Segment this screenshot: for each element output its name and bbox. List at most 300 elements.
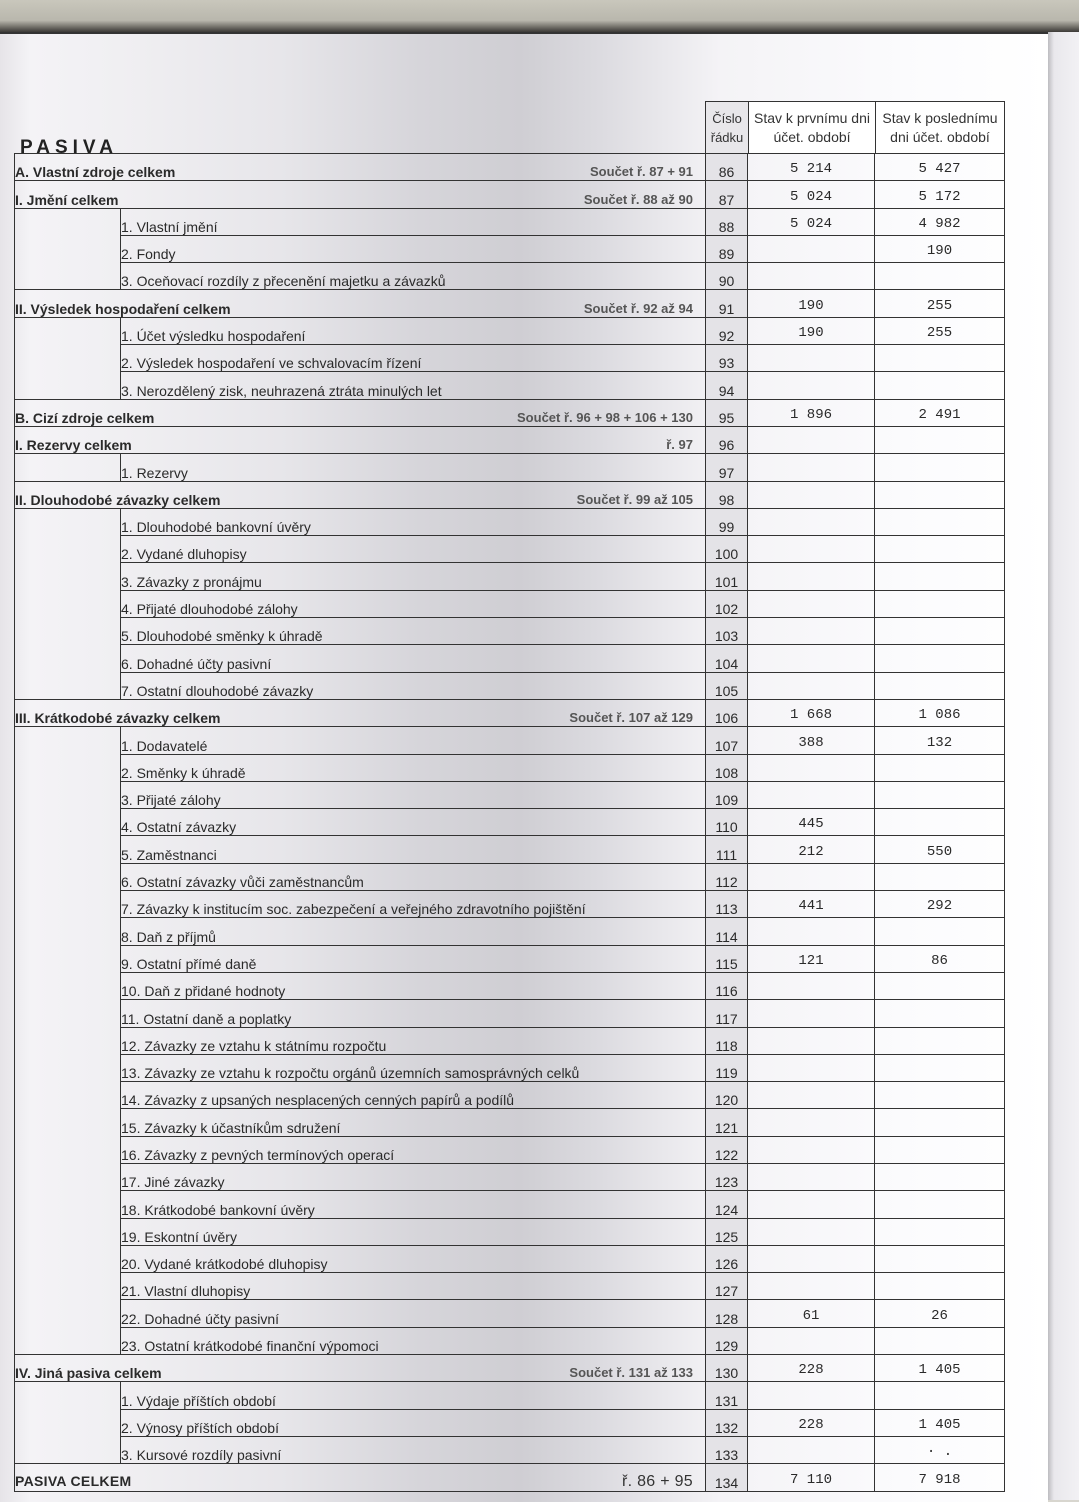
row-label-text: 7. Ostatní dlouhodobé závazky xyxy=(121,682,314,699)
row-number: 91 xyxy=(706,290,748,317)
row-label-text: I. Jmění celkem xyxy=(15,191,119,208)
row-label-text: 3. Závazky z pronájmu xyxy=(121,573,262,590)
row-label xyxy=(121,1191,706,1218)
value-last-day: 292 xyxy=(875,891,1005,918)
value-last-day xyxy=(875,1109,1005,1136)
row-label xyxy=(121,1382,706,1409)
row-number: 92 xyxy=(706,317,748,344)
row-number: 90 xyxy=(706,263,748,290)
row-number: 126 xyxy=(706,1245,748,1272)
value-first-day xyxy=(748,645,875,672)
table-row xyxy=(15,836,1005,863)
row-label-text: I. Rezervy celkem xyxy=(15,437,132,454)
table-row xyxy=(15,1300,1005,1327)
column-header-row-number: Číslo řádku xyxy=(705,101,749,154)
row-number: 107 xyxy=(706,727,748,754)
row-number: 125 xyxy=(706,1218,748,1245)
row-label xyxy=(121,1054,706,1081)
row-number: 99 xyxy=(706,508,748,535)
row-label-text: 6. Ostatní závazky vůči zaměstnancům xyxy=(121,874,364,891)
row-label xyxy=(121,945,706,972)
value-first-day: 121 xyxy=(748,945,875,972)
row-formula: Součet ř. 107 až 129 xyxy=(569,710,693,726)
value-last-day: 1 086 xyxy=(875,699,1005,726)
value-first-day xyxy=(748,672,875,699)
table-row xyxy=(15,399,1005,426)
row-label-text: III. Krátkodobé závazky celkem xyxy=(15,710,221,727)
row-number: 104 xyxy=(706,645,748,672)
row-number: 129 xyxy=(706,1327,748,1354)
row-label-text: 18. Krátkodobé bankovní úvěry xyxy=(121,1201,315,1218)
table-row xyxy=(15,918,1005,945)
row-label-text: 1. Vlastní jmění xyxy=(121,218,218,235)
row-label-text: 6. Dohadné účty pasivní xyxy=(121,655,272,672)
column-header-first-day: Stav k prvnímu dni účet. období xyxy=(748,101,876,154)
table-row xyxy=(15,1027,1005,1054)
table-row xyxy=(15,972,1005,999)
value-last-day: 5 172 xyxy=(875,181,1005,208)
row-label-text: 10. Daň z přidané hodnoty xyxy=(121,983,286,1000)
value-first-day xyxy=(748,590,875,617)
row-label xyxy=(121,972,706,999)
value-last-day: 5 427 xyxy=(875,154,1005,181)
value-first-day xyxy=(748,372,875,399)
row-number: 116 xyxy=(706,972,748,999)
row-label xyxy=(121,263,706,290)
indent-cell xyxy=(15,317,121,399)
row-number: 132 xyxy=(706,1409,748,1436)
value-last-day xyxy=(875,263,1005,290)
row-number: 108 xyxy=(706,754,748,781)
row-label-text: 2. Výnosy příštích období xyxy=(121,1419,279,1436)
value-first-day xyxy=(748,1027,875,1054)
indent-cell xyxy=(15,508,121,699)
row-label xyxy=(121,1273,706,1300)
value-last-day xyxy=(875,1273,1005,1300)
table-row xyxy=(15,1082,1005,1109)
value-last-day xyxy=(875,972,1005,999)
row-label xyxy=(121,1409,706,1436)
row-label xyxy=(121,1136,706,1163)
value-first-day: 212 xyxy=(748,836,875,863)
row-number: 115 xyxy=(706,945,748,972)
row-number: 128 xyxy=(706,1300,748,1327)
row-label-text: 17. Jiné závazky xyxy=(121,1174,225,1191)
value-last-day xyxy=(875,645,1005,672)
row-formula: Součet ř. 88 až 90 xyxy=(583,191,693,207)
value-last-day xyxy=(875,1327,1005,1354)
value-last-day xyxy=(875,563,1005,590)
row-number: 101 xyxy=(706,563,748,590)
row-label xyxy=(121,891,706,918)
row-label-text: A. Vlastní zdroje celkem xyxy=(15,164,176,181)
row-label xyxy=(121,1245,706,1272)
table-row xyxy=(15,1245,1005,1272)
row-label-text: 5. Zaměstnanci xyxy=(121,846,217,863)
row-number: 121 xyxy=(706,1109,748,1136)
row-number: 124 xyxy=(706,1191,748,1218)
value-last-day xyxy=(875,672,1005,699)
table-row xyxy=(15,1000,1005,1027)
value-last-day xyxy=(875,481,1005,508)
table-row xyxy=(15,181,1005,208)
value-first-day: 7 110 xyxy=(748,1464,875,1491)
value-first-day xyxy=(748,1327,875,1354)
row-label-text: 23. Ostatní krátkodobé finanční výpomoci xyxy=(121,1338,379,1355)
value-first-day: 441 xyxy=(748,891,875,918)
row-number: 133 xyxy=(706,1436,748,1463)
row-label xyxy=(121,618,706,645)
row-number: 134 xyxy=(706,1464,748,1491)
value-first-day: 445 xyxy=(748,809,875,836)
table-row xyxy=(15,672,1005,699)
value-first-day xyxy=(748,508,875,535)
row-label xyxy=(121,781,706,808)
value-first-day xyxy=(748,1245,875,1272)
value-last-day xyxy=(875,1082,1005,1109)
indent-cell xyxy=(15,727,121,1355)
row-number: 118 xyxy=(706,1027,748,1054)
row-label xyxy=(121,317,706,344)
value-first-day xyxy=(748,1000,875,1027)
row-formula: Součet ř. 99 až 105 xyxy=(576,491,693,507)
row-label xyxy=(121,836,706,863)
table-row xyxy=(15,1382,1005,1409)
value-last-day xyxy=(875,536,1005,563)
row-number: 106 xyxy=(706,699,748,726)
value-first-day xyxy=(748,1218,875,1245)
value-first-day: 228 xyxy=(748,1355,875,1382)
value-first-day xyxy=(748,781,875,808)
value-first-day xyxy=(748,345,875,372)
row-formula: ř. 97 xyxy=(666,437,693,453)
row-label xyxy=(121,1300,706,1327)
value-last-day xyxy=(875,1382,1005,1409)
row-label-text: 12. Závazky ze vztahu k státnímu rozpočtu xyxy=(121,1037,387,1054)
row-formula: Součet ř. 131 až 133 xyxy=(569,1365,693,1381)
table-row xyxy=(15,481,1005,508)
row-number: 117 xyxy=(706,1000,748,1027)
value-last-day xyxy=(875,426,1005,453)
value-first-day: 190 xyxy=(748,290,875,317)
value-first-day xyxy=(748,1136,875,1163)
row-number: 120 xyxy=(706,1082,748,1109)
table-row xyxy=(15,563,1005,590)
value-first-day xyxy=(748,618,875,645)
row-number: 95 xyxy=(706,399,748,426)
row-label-text: 22. Dohadné účty pasivní xyxy=(121,1310,279,1327)
table-row xyxy=(15,1136,1005,1163)
row-number: 102 xyxy=(706,590,748,617)
table-row xyxy=(15,536,1005,563)
row-number: 89 xyxy=(706,235,748,262)
row-number: 96 xyxy=(706,426,748,453)
value-last-day: 550 xyxy=(875,836,1005,863)
row-label xyxy=(121,918,706,945)
row-label-text: II. Dlouhodobé závazky celkem xyxy=(15,491,221,508)
value-first-day xyxy=(748,863,875,890)
row-label-text: 3. Kursové rozdíly pasivní xyxy=(121,1447,282,1464)
value-last-day: 1 405 xyxy=(875,1355,1005,1382)
value-first-day xyxy=(748,235,875,262)
row-number: 130 xyxy=(706,1355,748,1382)
row-label xyxy=(121,508,706,535)
table-row xyxy=(15,945,1005,972)
row-formula: Součet ř. 92 až 94 xyxy=(583,300,693,316)
table-row xyxy=(15,208,1005,235)
value-first-day xyxy=(748,563,875,590)
section-label xyxy=(15,290,706,317)
table-row xyxy=(15,372,1005,399)
table-row xyxy=(15,863,1005,890)
table-row xyxy=(15,235,1005,262)
row-number: 100 xyxy=(706,536,748,563)
value-first-day: 5 214 xyxy=(748,154,875,181)
value-first-day: 388 xyxy=(748,727,875,754)
row-number: 123 xyxy=(706,1163,748,1190)
row-formula: Součet ř. 87 + 91 xyxy=(590,164,693,180)
row-label-text: 13. Závazky ze vztahu k rozpočtu orgánů územních samosprávných celků xyxy=(121,1065,580,1082)
row-label xyxy=(121,1163,706,1190)
section-label xyxy=(15,1355,706,1382)
row-number: 105 xyxy=(706,672,748,699)
row-number: 87 xyxy=(706,181,748,208)
value-last-day xyxy=(875,1218,1005,1245)
value-first-day: 190 xyxy=(748,317,875,344)
value-last-day: 26 xyxy=(875,1300,1005,1327)
value-last-day: 86 xyxy=(875,945,1005,972)
row-number: 122 xyxy=(706,1136,748,1163)
row-number: 127 xyxy=(706,1273,748,1300)
table-row xyxy=(15,809,1005,836)
value-last-day xyxy=(875,345,1005,372)
row-label-text: 4. Ostatní závazky xyxy=(121,819,237,836)
row-label-text: 16. Závazky z pevných termínových operací xyxy=(121,1146,395,1163)
row-label-text: 2. Fondy xyxy=(121,246,176,263)
row-label xyxy=(121,1436,706,1463)
value-first-day: 228 xyxy=(748,1409,875,1436)
table-row xyxy=(15,1409,1005,1436)
section-label xyxy=(15,399,706,426)
table-row xyxy=(15,891,1005,918)
value-last-day xyxy=(875,1027,1005,1054)
table-row xyxy=(15,1436,1005,1463)
value-first-day xyxy=(748,1273,875,1300)
row-label xyxy=(121,454,706,481)
value-first-day xyxy=(748,1436,875,1463)
table-row xyxy=(15,454,1005,481)
row-number: 98 xyxy=(706,481,748,508)
table-row xyxy=(15,1163,1005,1190)
value-first-day: 1 896 xyxy=(748,399,875,426)
row-number: 119 xyxy=(706,1054,748,1081)
row-label xyxy=(121,863,706,890)
row-label xyxy=(121,1327,706,1354)
row-label-text: 1. Dlouhodobé bankovní úvěry xyxy=(121,519,311,536)
section-label xyxy=(15,426,706,453)
value-first-day xyxy=(748,1191,875,1218)
value-last-day: 132 xyxy=(875,727,1005,754)
value-first-day xyxy=(748,754,875,781)
row-label-text: 21. Vlastní dluhopisy xyxy=(121,1283,251,1300)
indent-cell xyxy=(15,454,121,481)
value-first-day: 61 xyxy=(748,1300,875,1327)
row-label-text: II. Výsledek hospodaření celkem xyxy=(15,300,231,317)
table-row xyxy=(15,699,1005,726)
row-number: 94 xyxy=(706,372,748,399)
row-number: 131 xyxy=(706,1382,748,1409)
table-row xyxy=(15,1191,1005,1218)
total-label xyxy=(15,1464,706,1491)
row-label xyxy=(121,372,706,399)
indent-cell xyxy=(15,208,121,290)
row-label-text: 3. Nerozdělený zisk, neuhrazená ztráta minulých let xyxy=(121,382,442,399)
value-last-day: 7 918 xyxy=(875,1464,1005,1491)
value-last-day xyxy=(875,1136,1005,1163)
value-last-day xyxy=(875,372,1005,399)
table-row xyxy=(15,508,1005,535)
row-label-text: 14. Závazky z upsaných nesplacených cenných papírů a podílů xyxy=(121,1092,515,1109)
row-label-text: 8. Daň z příjmů xyxy=(121,928,216,945)
value-last-day xyxy=(875,1163,1005,1190)
row-label xyxy=(121,536,706,563)
value-last-day xyxy=(875,508,1005,535)
table-row xyxy=(15,645,1005,672)
table-row xyxy=(15,154,1005,181)
row-label xyxy=(121,1082,706,1109)
value-first-day xyxy=(748,481,875,508)
row-number: 114 xyxy=(706,918,748,945)
table-row xyxy=(15,1109,1005,1136)
value-last-day xyxy=(875,1245,1005,1272)
row-label xyxy=(121,1218,706,1245)
value-first-day xyxy=(748,1082,875,1109)
value-first-day xyxy=(748,972,875,999)
row-number: 109 xyxy=(706,781,748,808)
row-label xyxy=(121,235,706,262)
value-first-day xyxy=(748,536,875,563)
row-label-text: IV. Jiná pasiva celkem xyxy=(15,1365,162,1382)
value-last-day: 255 xyxy=(875,317,1005,344)
table-row xyxy=(15,1355,1005,1382)
value-first-day xyxy=(748,1109,875,1136)
row-label xyxy=(121,645,706,672)
value-last-day xyxy=(875,863,1005,890)
table-row xyxy=(15,426,1005,453)
table-row xyxy=(15,781,1005,808)
row-number: 112 xyxy=(706,863,748,890)
row-label-text: 2. Vydané dluhopisy xyxy=(121,546,247,563)
table-row xyxy=(15,590,1005,617)
row-label-text: B. Cizí zdroje celkem xyxy=(15,409,155,426)
row-number: 86 xyxy=(706,154,748,181)
table-row xyxy=(15,618,1005,645)
value-first-day: 5 024 xyxy=(748,181,875,208)
value-last-day: 4 982 xyxy=(875,208,1005,235)
row-label-text: 3. Oceňovací rozdíly z přecenění majetku a závazků xyxy=(121,273,446,290)
table-row xyxy=(15,345,1005,372)
table-row xyxy=(15,1327,1005,1354)
row-label xyxy=(121,563,706,590)
row-label xyxy=(121,208,706,235)
page-edge xyxy=(1048,32,1079,1500)
row-label xyxy=(121,672,706,699)
page-title: PASIVA xyxy=(20,137,118,158)
value-last-day: 1 405 xyxy=(875,1409,1005,1436)
table-row xyxy=(15,290,1005,317)
value-last-day xyxy=(875,618,1005,645)
row-label-text: 2. Směnky k úhradě xyxy=(121,764,246,781)
value-last-day: 2 491 xyxy=(875,399,1005,426)
row-label-text: 1. Výdaje příštích období xyxy=(121,1392,276,1409)
row-number: 93 xyxy=(706,345,748,372)
row-number: 113 xyxy=(706,891,748,918)
row-label-text: 4. Přijaté dlouhodobé zálohy xyxy=(121,601,298,618)
scanner-background xyxy=(0,0,1079,34)
table-row xyxy=(15,263,1005,290)
row-label xyxy=(121,727,706,754)
row-label-text: 11. Ostatní daně a poplatky xyxy=(121,1010,292,1027)
row-label-text: 20. Vydané krátkodobé dluhopisy xyxy=(121,1256,328,1273)
row-label xyxy=(121,809,706,836)
row-label-text: 1. Účet výsledku hospodaření xyxy=(121,328,306,345)
section-label xyxy=(15,154,706,181)
value-last-day xyxy=(875,590,1005,617)
row-number: 103 xyxy=(706,618,748,645)
column-header-last-day: Stav k poslednímu dni účet. období xyxy=(875,101,1005,154)
row-label-text: 15. Závazky k účastníkům sdružení xyxy=(121,1119,341,1136)
indent-cell xyxy=(15,1382,121,1464)
value-first-day xyxy=(748,426,875,453)
table-row xyxy=(15,317,1005,344)
value-last-day xyxy=(875,754,1005,781)
value-last-day xyxy=(875,918,1005,945)
value-last-day xyxy=(875,781,1005,808)
row-label-text: 7. Závazky k institucím soc. zabezpečení a veřejného zdravotního pojištění xyxy=(121,901,586,918)
row-formula: Součet ř. 96 + 98 + 106 + 130 xyxy=(517,409,693,425)
value-first-day xyxy=(748,454,875,481)
row-number: 111 xyxy=(706,836,748,863)
value-last-day: 190 xyxy=(875,235,1005,262)
table-row xyxy=(15,1218,1005,1245)
value-first-day xyxy=(748,1382,875,1409)
value-last-day xyxy=(875,1054,1005,1081)
row-formula: ř. 86 + 95 xyxy=(621,1472,693,1490)
value-last-day xyxy=(875,1000,1005,1027)
section-label xyxy=(15,181,706,208)
row-label-text: PASIVA CELKEM xyxy=(15,1472,132,1489)
row-label xyxy=(121,1000,706,1027)
value-last-day: · . xyxy=(875,1436,1005,1463)
table-row xyxy=(15,754,1005,781)
row-label xyxy=(121,1109,706,1136)
value-first-day xyxy=(748,1054,875,1081)
table-row xyxy=(15,1054,1005,1081)
row-number: 88 xyxy=(706,208,748,235)
table-row xyxy=(15,1273,1005,1300)
row-label xyxy=(121,345,706,372)
row-label-text: 2. Výsledek hospodaření ve schvalovacím řízení xyxy=(121,355,422,372)
value-first-day: 1 668 xyxy=(748,699,875,726)
row-label xyxy=(121,1027,706,1054)
balance-sheet-table xyxy=(14,153,1005,1492)
value-first-day: 5 024 xyxy=(748,208,875,235)
value-last-day xyxy=(875,809,1005,836)
value-first-day xyxy=(748,263,875,290)
row-label xyxy=(121,590,706,617)
row-label-text: 19. Eskontní úvěry xyxy=(121,1228,237,1245)
value-last-day: 255 xyxy=(875,290,1005,317)
